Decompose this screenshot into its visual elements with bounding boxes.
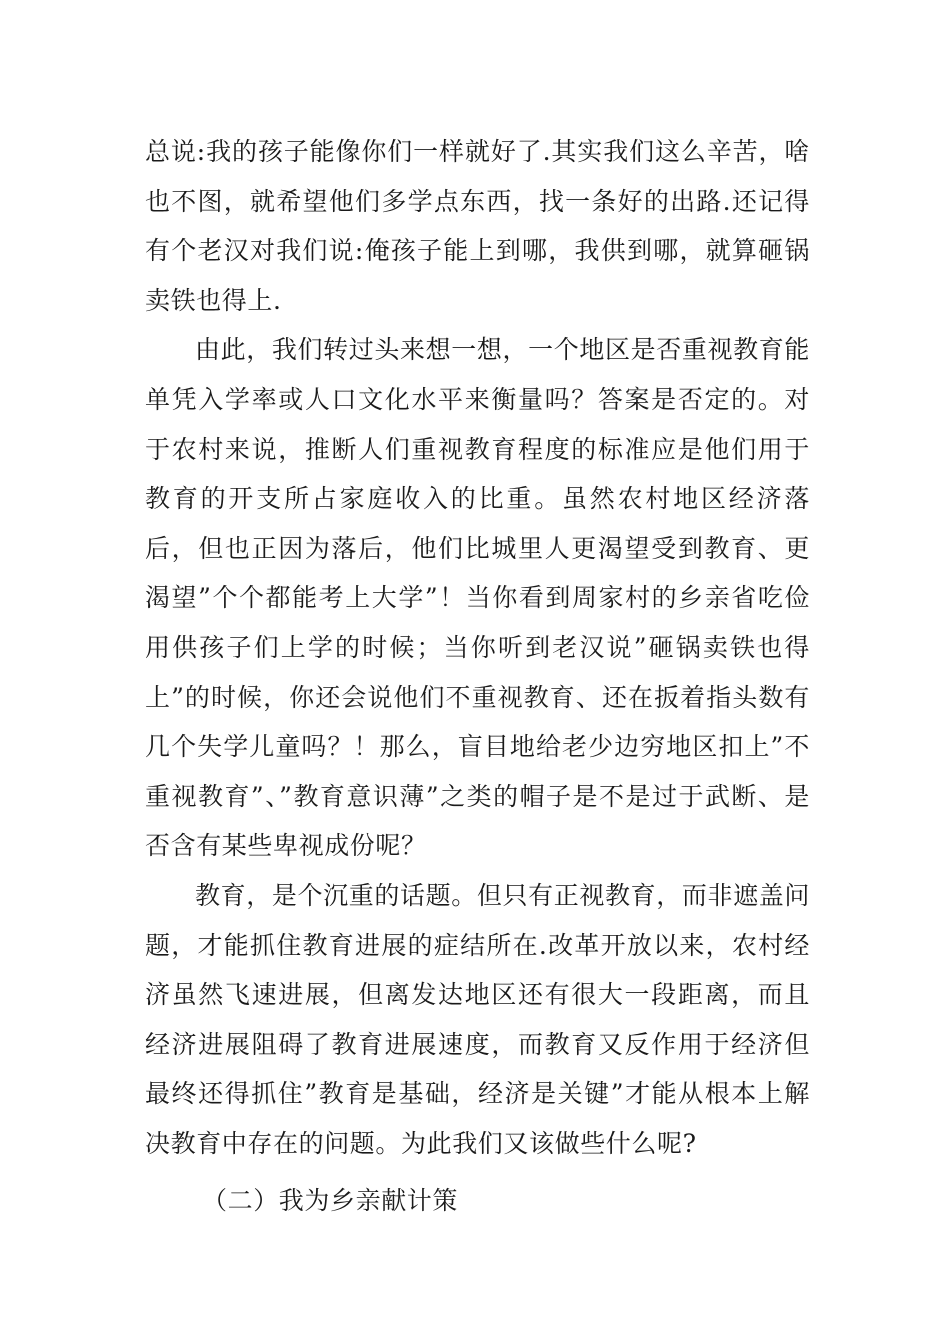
paragraph-3: 教育，是个沉重的话题。但只有正视教育，而非遮盖问题，才能抓住教育进展的症结所在.改革开放以来，农村经济虽然飞速进展，但离发达地区还有很大一段距离，而且经济进展阻碍了教育进展速度，而教育又反作用于经济但最终还得抓住”教育是基础，经济是关键”才能从根本上解决教育中存在的问题。为此我们又该做些什么呢?: [145, 880, 810, 1158]
document-body: [145, 127, 810, 1226]
section-heading: （二）我为乡亲献计策: [202, 1186, 459, 1216]
paragraph-1: 总说:我的孩子能像你们一样就好了.其实我们这么辛苦，啥也不图，就希望他们多学点东西，找一条好的出路.还记得有个老汉对我们说:俺孩子能上到哪，我供到哪，就算砸锅卖铁也得上.: [145, 137, 810, 315]
paragraph-2: 由此，我们转过头来想一想，一个地区是否重视教育能单凭入学率或人口文化水平来衡量吗？答案是否定的。对于农村来说，推断人们重视教育程度的标准应是他们用于教育的开支所占家庭收入的比重。虽然农村地区经济落后，但也正因为落后，他们比城里人更渴望受到教育、更渴望”个个都能考上大学”！当你看到周家村的乡亲省吃俭用供孩子们上学的时候；当你听到老汉说”砸锅卖铁也得上”的时候，你还会说他们不重视教育、还在扳着指头数有几个失学儿童吗？！那么，盲目地给老少边穷地区扣上”不重视教育”、”教育意识薄”之类的帽子是不是过于武断、是否含有某些卑视成份呢？: [145, 335, 810, 861]
